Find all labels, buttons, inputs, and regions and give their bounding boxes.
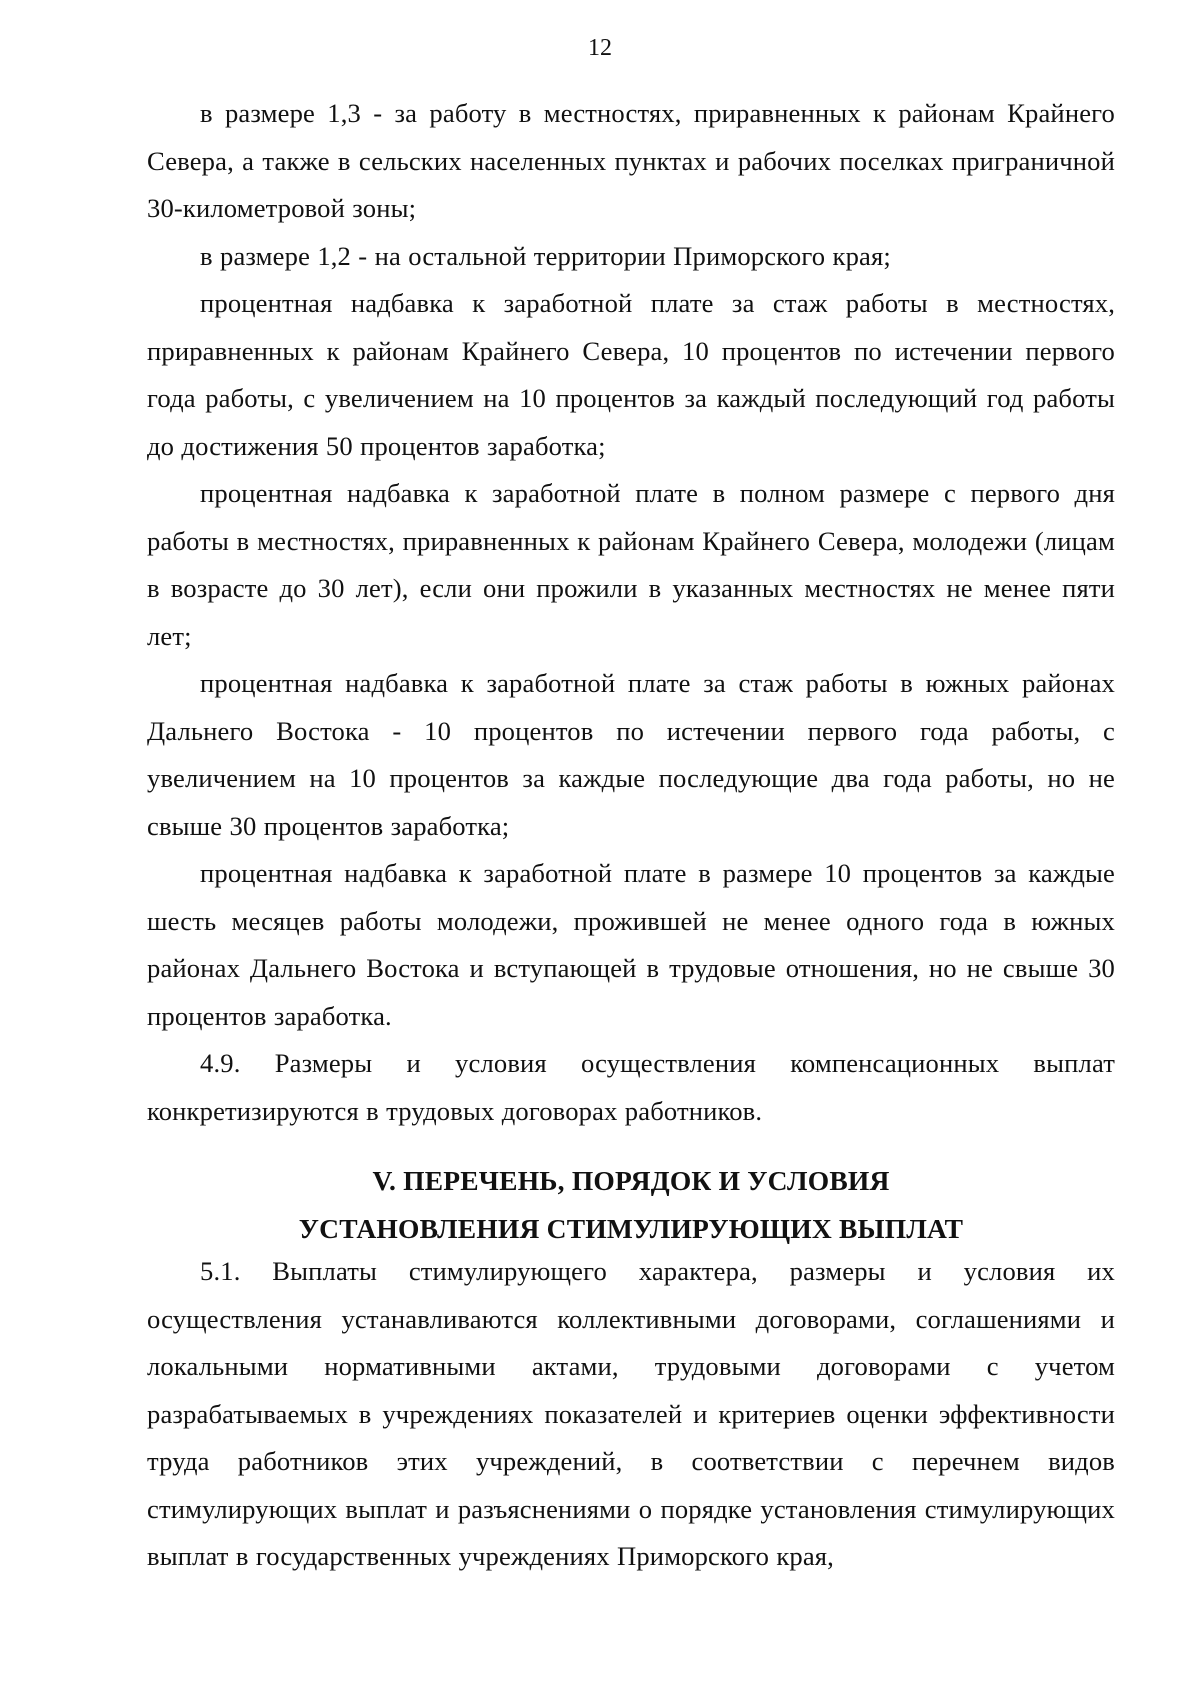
paragraph-5-1: 5.1. Выплаты стимулирующего характера, размеры и условия их осуществления устанавливаются коллективными договорами, соглашениями и локальными нормативными актами, трудовыми договорами с учетом разрабатываемых в учреждениях показателей и критериев оценки эффективности труда работников этих учреждений, в соответствии с перечнем видов стимулирующих выплат и разъяснениями о порядке установления стимулирующих выплат в государственных учреждениях Приморского края, — [147, 1256, 1115, 1571]
paragraph-coefficient-1-2: в размере 1,2 - на остальной территории Приморского края; — [200, 240, 891, 271]
paragraph-youth-far-east-bonus: процентная надбавка к заработной плате в размере 10 процентов за каждые шесть месяцев работы молодежи, прожившей не менее одного года в южных районах Дальнего Востока и вступающей в трудовые отношения, но не свыше 30 процентов заработка. — [147, 858, 1115, 1031]
paragraph-4-9: 4.9. Размеры и условия осуществления компенсационных выплат конкретизируются в трудовых договорах работников. — [147, 1048, 1115, 1126]
section-heading — [147, 1157, 1115, 1252]
page-number: 12 — [588, 35, 612, 61]
paragraph-far-east-seniority-bonus: процентная надбавка к заработной плате за стаж работы в южных районах Дальнего Востока - 10 процентов по истечении первого года работы, с увеличением на 10 процентов за каждые последующие два года работы, но не свыше 30 процентов заработка; — [147, 668, 1115, 841]
section-heading-line-2: УСТАНОВЛЕНИЯ СТИМУЛИРУЮЩИХ ВЫПЛАТ — [298, 1212, 964, 1244]
section-heading-line-1: V. ПЕРЕЧЕНЬ, ПОРЯДОК И УСЛОВИЯ — [372, 1165, 890, 1196]
paragraph-coefficient-1-3: в размере 1,3 - за работу в местностях, приравненных к районам Крайнего Севера, а также в сельских населенных пунктах и рабочих поселках приграничной 30-километровой зоны; — [147, 98, 1115, 223]
paragraph-north-seniority-bonus: процентная надбавка к заработной плате за стаж работы в местностях, приравненных к районам Крайнего Севера, 10 процентов по истечении первого года работы, с увеличением на 10 процентов за каждый последующий год работы до достижения 50 процентов заработка; — [147, 288, 1115, 461]
paragraph-youth-north-bonus: процентная надбавка к заработной плате в полном размере с первого дня работы в местностях, приравненных к районам Крайнего Севера, молодежи (лицам в возрасте до 30 лет), если они прожили в указанных местностях не менее пяти лет; — [147, 478, 1115, 651]
page-content — [147, 90, 1115, 1581]
